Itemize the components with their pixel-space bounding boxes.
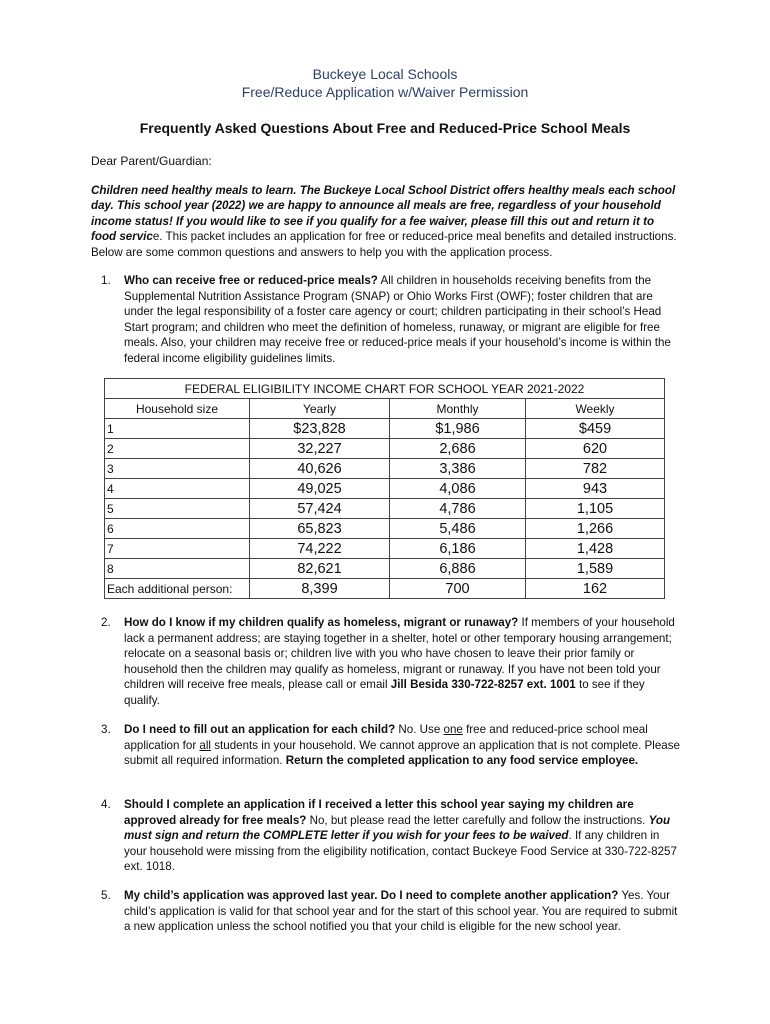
- yearly-cell: 49,025: [250, 479, 390, 499]
- yearly-cell: 8,399: [250, 579, 390, 599]
- underlined-one: one: [443, 723, 463, 736]
- column-header-monthly: Monthly: [390, 399, 526, 419]
- faq-answer: free and reduced-price school meal application for: [124, 723, 648, 752]
- weekly-cell: 782: [526, 459, 665, 479]
- faq-item-1: [91, 273, 683, 367]
- monthly-cell: 3,386: [390, 459, 526, 479]
- table-row: [105, 519, 665, 539]
- monthly-cell: 6,186: [390, 539, 526, 559]
- salutation: Dear Parent/Guardian:: [91, 154, 212, 168]
- underlined-all: all: [199, 738, 212, 752]
- table-row: [105, 499, 665, 519]
- intro-paragraph: [91, 183, 681, 260]
- intro-text: This packet includes an application for free or reduced-price meal benefits and detailed instructions. Below are some common questions and answers to help you with the application process.: [91, 230, 677, 259]
- faq-item-2: [91, 615, 683, 709]
- faq-answer-end: . If any children in your household were missing from the eligibility notification, contact Buckeye Food Service at 330-722-8257 ext. 1018.: [124, 829, 677, 874]
- weekly-cell: 1,105: [526, 499, 665, 519]
- household-size-cell: 5: [105, 499, 250, 519]
- household-size-cell: 3: [105, 459, 250, 479]
- faq-answer: No, but please read the letter carefully and follow the instructions.: [306, 813, 649, 827]
- faq-answer-end: to see if they qualify.: [124, 678, 645, 707]
- page-title: Frequently Asked Questions About Free and Reduced-Price School Meals: [139, 120, 631, 136]
- weekly-cell: $459: [526, 419, 665, 439]
- yearly-cell: 65,823: [250, 519, 390, 539]
- monthly-cell: 2,686: [390, 439, 526, 459]
- faq-item-3: [91, 722, 683, 769]
- yearly-cell: 40,626: [250, 459, 390, 479]
- school-name: Buckeye Local Schools: [312, 66, 458, 82]
- household-size-cell: 2: [105, 439, 250, 459]
- column-header-yearly: Yearly: [250, 399, 390, 419]
- form-name: Free/Reduce Application w/Waiver Permission: [241, 84, 529, 100]
- table-row: [105, 579, 665, 599]
- faq-number: 4.: [101, 798, 111, 811]
- faq-question: Do I need to fill out an application for each child?: [124, 723, 396, 736]
- table-row: [105, 419, 665, 439]
- yearly-cell: 74,222: [250, 539, 390, 559]
- table-row: [105, 459, 665, 479]
- yearly-cell: 32,227: [250, 439, 390, 459]
- faq-answer: Yes. Your child’s application is valid for that school year and for the start of this school year. You are required to submit a new application unless the school notified you that your child is eligible for the new school year.: [124, 889, 678, 934]
- household-size-cell: 7: [105, 539, 250, 559]
- intro-text-e: e.: [152, 230, 163, 244]
- household-size-cell: 6: [105, 519, 250, 539]
- table-row: [105, 439, 665, 459]
- weekly-cell: 943: [526, 479, 665, 499]
- monthly-cell: 5,486: [390, 519, 526, 539]
- table-caption: FEDERAL ELIGIBILITY INCOME CHART FOR SCHOOL YEAR 2021-2022: [105, 379, 665, 399]
- household-size-cell: 4: [105, 479, 250, 499]
- faq-instruction: Return the completed application to any food service employee.: [285, 754, 639, 768]
- column-header-weekly: Weekly: [526, 399, 665, 419]
- faq-answer: students in your household. We cannot approve an application that is not complete. Please submit all required information.: [124, 738, 681, 768]
- monthly-cell: 700: [390, 579, 526, 599]
- yearly-cell: 57,424: [250, 499, 390, 519]
- table-row: [105, 539, 665, 559]
- faq-emphasis: You must sign and return the COMPLETE letter if you wish for your fees to be waived: [124, 813, 671, 843]
- monthly-cell: $1,986: [390, 419, 526, 439]
- contact-info: Jill Besida 330-722-8257 ext. 1001: [390, 678, 576, 692]
- weekly-cell: 1,589: [526, 559, 665, 579]
- faq-number: 3.: [101, 723, 111, 736]
- faq-number: 1.: [101, 274, 111, 287]
- faq-question: Should I complete an application if I received a letter this school year saying my children are approved already for free meals?: [124, 798, 634, 827]
- table-row: [105, 479, 665, 499]
- table-row: [105, 559, 665, 579]
- faq-answer: If members of your household lack a permanent address; are staying together in a shelter, hotel or other temporary housing arrangement; relocate on a seasonal basis or; children live with you who have chosen to leave their prior family or household then the children may qualify as homeless, migrant or runaway. If you have not been told your children will receive free meals, please call or email: [124, 616, 675, 692]
- household-size-cell: Each additional person:: [105, 579, 250, 599]
- faq-item-4: [91, 797, 683, 875]
- faq-answer: All children in households receiving benefits from the Supplemental Nutrition Assistance Program (SNAP) or Ohio Works First (OWF); foster children that are under the legal responsibility of a foster care agency or court; children participating in their school’s Head Start program; and children who meet the definition of homeless, runaway, or migrant are eligible for free meals. Also, your children may receive free or reduced-price meals if your household’s income is within the federal income eligibility guidelines limits.: [124, 274, 671, 365]
- column-header-household-size: Household size: [105, 399, 250, 419]
- faq-question: My child’s application was approved last year. Do I need to complete another application?: [124, 889, 619, 902]
- income-eligibility-table: [104, 378, 665, 599]
- faq-question: How do I know if my children qualify as homeless, migrant or runaway?: [124, 616, 519, 629]
- faq-answer: No. Use: [395, 723, 444, 736]
- weekly-cell: 1,428: [526, 539, 665, 559]
- household-size-cell: 8: [105, 559, 250, 579]
- faq-number: 5.: [101, 889, 111, 902]
- intro-bold-text: Children need healthy meals to learn. The Buckeye Local School District offers healthy meals each school day. This school year (2022) we are happy to announce all meals are free, regardless of your household income status! If you would like to see if you qualify for a fee waiver, please fill this out and return it to food servic: [91, 184, 676, 244]
- weekly-cell: 620: [526, 439, 665, 459]
- weekly-cell: 162: [526, 579, 665, 599]
- household-size-cell: 1: [105, 419, 250, 439]
- monthly-cell: 6,886: [390, 559, 526, 579]
- faq-question: Who can receive free or reduced-price meals?: [124, 274, 378, 287]
- faq-item-5: [91, 888, 683, 935]
- faq-number: 2.: [101, 616, 111, 629]
- monthly-cell: 4,086: [390, 479, 526, 499]
- yearly-cell: $23,828: [250, 419, 390, 439]
- monthly-cell: 4,786: [390, 499, 526, 519]
- yearly-cell: 82,621: [250, 559, 390, 579]
- weekly-cell: 1,266: [526, 519, 665, 539]
